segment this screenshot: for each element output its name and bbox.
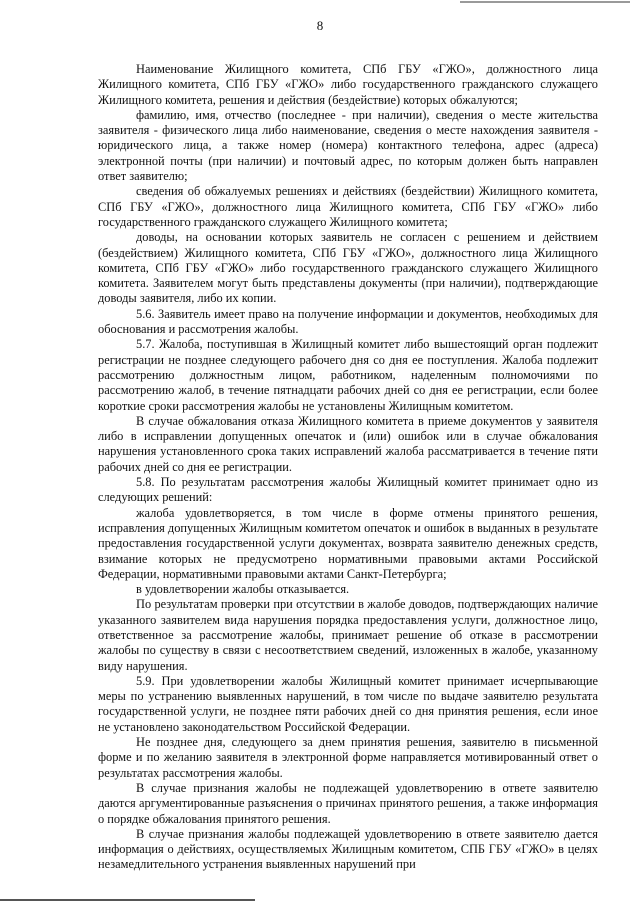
document-body — [98, 62, 598, 873]
paragraph-subject-of-complaint: Наименование Жилищного комитета, СПб ГБУ «ГЖО», должностного лица Жилищного комитета, СПб ГБУ «ГЖО» либо государственного гражданского служащего Жилищного комитета, решения и действия (бездействие) которых обжалуются; — [98, 62, 598, 107]
paragraph-verification-results: По результатам проверки при отсутствии в жалобе доводов, подтверждающих наличие указанного заявителем вида нарушения порядка предоставления услуги, должностное лицо, ответственное за рассмотрение жалобы, принимает решение об отказе в рассмотрении жалобы по существу в связи с несоответствием сведений, изложенных в жалобе, указанному виду нарушения. — [98, 597, 598, 673]
paragraph-5-7: 5.7. Жалоба, поступившая в Жилищный комитет либо вышестоящий орган подлежит регистрации не позднее следующего рабочего дня со дня ее поступления. Жалоба подлежит рассмотрению должностным лицом, работником, наделенным полномочиями по рассмотрению жалоб, в течение пятнадцати рабочих дней со дня ее регистрации, если более короткие сроки рассмотрения жалобы не установлены Жилищным комитетом. — [98, 337, 598, 413]
top-edge-line — [460, 1, 630, 3]
paragraph-complaint-rejected: в удовлетворении жалобы отказывается. — [136, 582, 350, 597]
paragraph-5-8: 5.8. По результатам рассмотрения жалобы Жилищный комитет принимает одно из следующих решений: — [98, 475, 598, 505]
page-number: 8 — [316, 18, 324, 33]
paragraph-arguments: доводы, на основании которых заявитель не согласен с решением и действием (бездействием) Жилищного комитета, СПб ГБУ «ГЖО», должностного лица Жилищного комитета, СПб ГБУ «ГЖО» либо государственного гражданского служащего Жилищного комитета. Заявителем могут быть представлены документы (при наличии), подтверждающие доводы заявителя, либо их копии. — [98, 230, 598, 306]
paragraph-complaint-satisfied: жалоба удовлетворяется, в том числе в форме отмены принятого решения, исправления допущенных Жилищным комитетом опечаток и ошибок в выданных в результате предоставления государственной услуги документах, возврата заявителю денежных средств, взимание которых не предусмотрено нормативными правовыми актами Российской Федерации, нормативными правовыми актами Санкт-Петербурга; — [98, 505, 598, 581]
paragraph-5-9: 5.9. При удовлетворении жалобы Жилищный комитет принимает исчерпывающие меры по устранению выявленных нарушений, в том числе по выдаче заявителю результата государственной услуги, не позднее пяти рабочих дней со дня принятия решения, если иное не установлено законодательством Российской Федерации. — [98, 673, 598, 734]
paragraph-response-deadline: Не позднее дня, следующего за днем принятия решения, заявителю в письменной форме и по желанию заявителя в электронной форме направляется мотивированный ответ о результатах рассмотрения жалобы. — [98, 735, 598, 780]
paragraph-applicant-details: фамилию, имя, отчество (последнее - при наличии), сведения о месте жительства заявителя - физического лица либо наименование, сведения о месте нахождения заявителя - юридического лица, а также номер (номера) контактного телефона, адрес (адреса) электронной почты (при наличии) и почтовый адрес, по которым должен быть направлен ответ заявителю; — [98, 107, 598, 184]
paragraph-unsatisfied-response: В случае признания жалобы не подлежащей удовлетворению в ответе заявителю даются аргументированные разъяснения о причинах принятого решения, а также информация о порядке обжалования принятого решения. — [98, 780, 598, 826]
footnote-separator-line — [0, 899, 255, 901]
paragraph-refusal-appeal: В случае обжалования отказа Жилищного комитета в приеме документов у заявителя либо в исправлении допущенных опечаток и (или) ошибок или в случае обжалования нарушения установленного срока таких исправлений жалоба рассматривается в течение пяти рабочих дней со дня ее регистрации. — [98, 413, 598, 474]
paragraph-satisfied-response: В случае признания жалобы подлежащей удовлетворению в ответе заявителю дается информация о действиях, осуществляемых Жилищным комитетом, СПБ ГБУ «ГЖО» в целях незамедлительного устранения выявленных нарушений при — [98, 826, 598, 872]
paragraph-5-6: 5.6. Заявитель имеет право на получение информации и документов, необходимых для обоснования и рассмотрения жалобы. — [98, 306, 598, 337]
paragraph-appealed-decisions: сведения об обжалуемых решениях и действиях (бездействии) Жилищного комитета, СПб ГБУ «ГЖО», должностного лица Жилищного комитета, СПб ГБУ «ГЖО» либо государственного гражданского служащего Жилищного комитета; — [98, 184, 598, 229]
